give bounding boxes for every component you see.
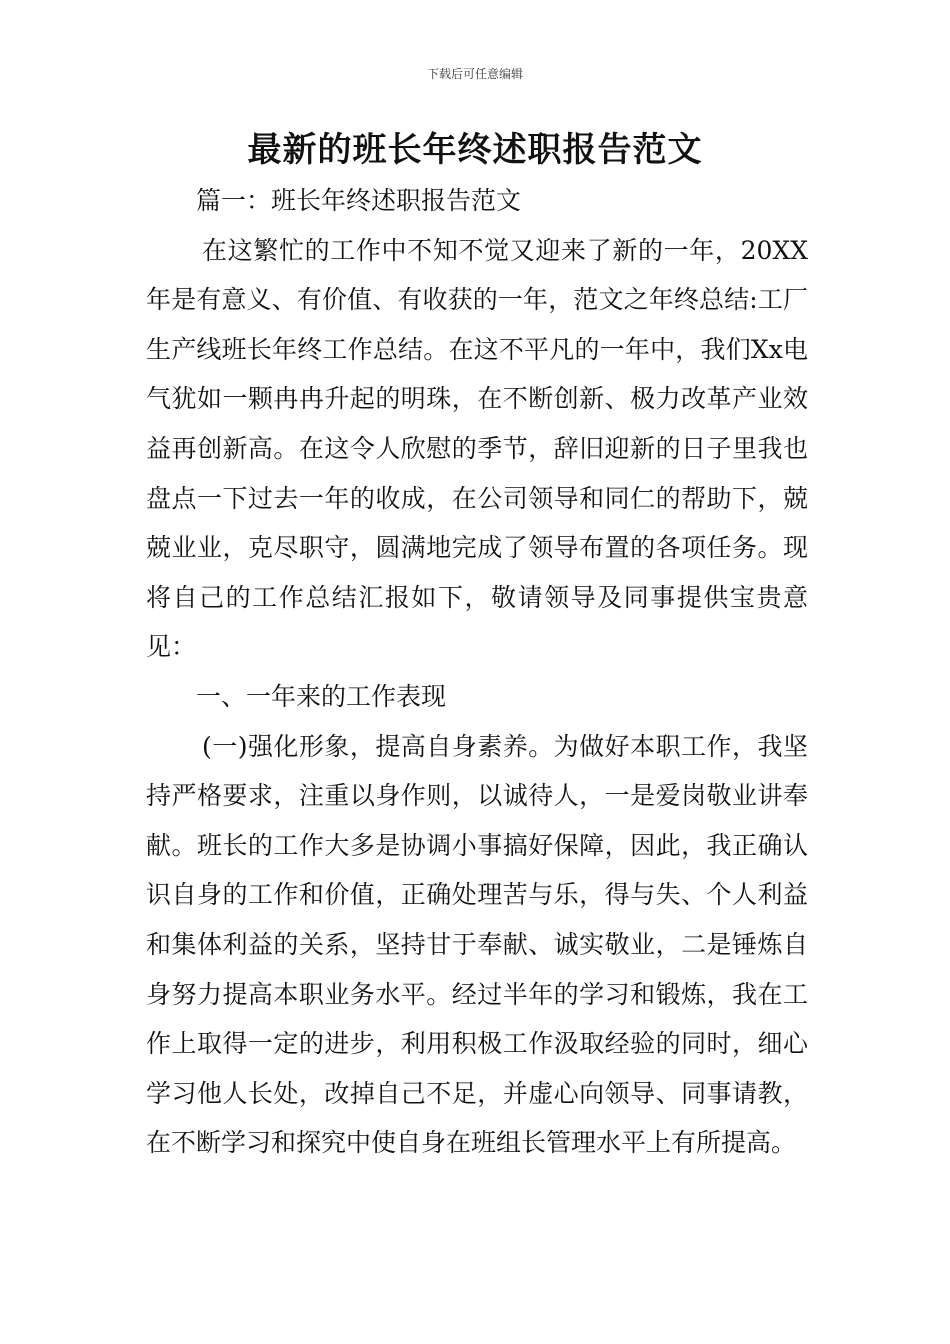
section-heading: 一、一年来的工作表现 bbox=[196, 681, 447, 711]
document-title: 最新的班长年终述职报告范文 bbox=[247, 130, 703, 170]
subheading: 篇一：班长年终述职报告范文 bbox=[196, 186, 522, 215]
paragraph-intro: 在这繁忙的工作中不知不觉又迎来了新的一年，20XX年是有意义、有价值、有收获的一年，范文之年终总结:工厂生产线班长年终工作总结。在这不平凡的一年中，我们Xx电气犹如一颗冉冉升起的明珠，在不断创新、极力改革产业效益再创新高。在这令人欣慰的季节，辞旧迎新的日子里我也盘点一下过去一年的收成，在公司领导和同仁的帮助下，兢兢业业，克尽职守，圆满地完成了领导布置的各项任务。现将自己的工作总结汇报如下，敬请领导及同事提供宝贵意见： bbox=[146, 235, 808, 662]
header-note: 下载后可任意编辑 bbox=[426, 67, 523, 81]
paragraph-section1: (一)强化形象，提高自身素养。为做好本职工作，我坚持严格要求，注重以身作则，以诚待人，一是爱岗敬业讲奉献。班长的工作大多是协调小事搞好保障，因此，我正确认识自身的工作和价值，正确处理苦与乐，得与失、个人利益和集体利益的关系，坚持甘于奉献、诚实敬业，二是锤炼自身努力提高本职业务水平。经过半年的学习和锻炼，我在工作上取得一定的进步，利用积极工作汲取经验的同时，细心学习他人长处，改掉自己不足，并虚心向领导、同事请教，在不断学习和探究中使自身在班组长管理水平上有所提高。 bbox=[146, 731, 808, 1158]
document-body bbox=[146, 176, 808, 1168]
